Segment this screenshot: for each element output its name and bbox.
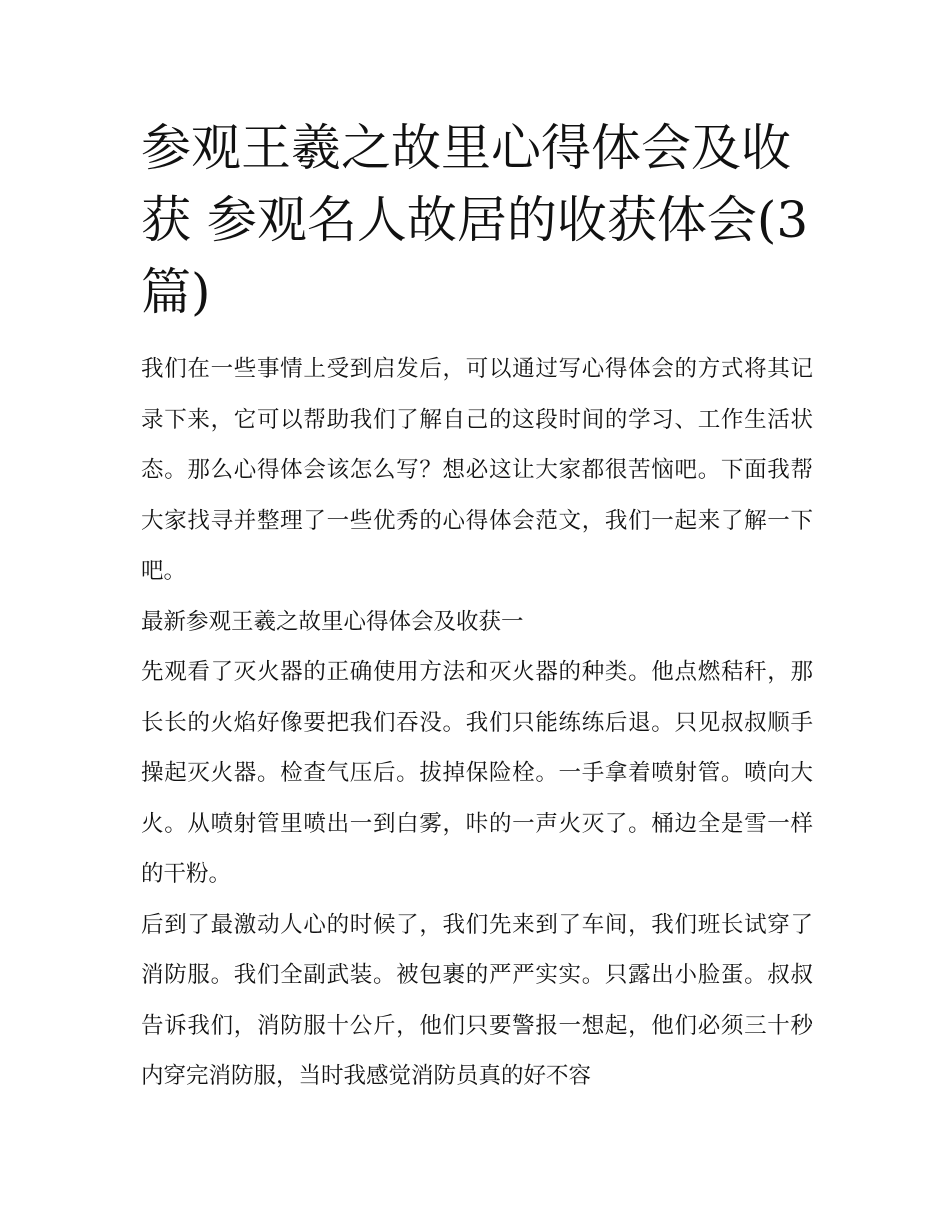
body-paragraph-2: 后到了最激动人心的时候了，我们先来到了车间，我们班长试穿了消防服。我们全副武装。被包裹的严严实实。只露出小脸蛋。叔叔告诉我们，消防服十公斤，他们只要警报一想起，他们必须三十秒内穿完消防服，当时我感觉消防员真的好不容 — [141, 911, 813, 1089]
document-content — [141, 112, 813, 1102]
document-title: 参观王羲之故里心得体会及收获 参观名人故居的收获体会(3篇) — [141, 119, 809, 321]
section-heading: 最新参观王羲之故里心得体会及收获一 — [141, 608, 524, 635]
intro-paragraph: 我们在一些事情上受到启发后，可以通过写心得体会的方式将其记录下来，它可以帮助我们了解自己的这段时间的学习、工作生活状态。那么心得体会该怎么写？想必这让大家都很苦恼吧。下面我帮大家找寻并整理了一些优秀的心得体会范文，我们一起来了解一下吧。 — [141, 356, 813, 584]
body-paragraph-1: 先观看了灭火器的正确使用方法和灭火器的种类。他点燃秸秆，那长长的火焰好像要把我们吞没。我们只能练练后退。只见叔叔顺手操起灭火器。检查气压后。拔掉保险栓。一手拿着喷射管。喷向大火。从喷射管里喷出一到白雾，咔的一声火灭了。桶边全是雪一样的干粉。 — [141, 659, 813, 887]
